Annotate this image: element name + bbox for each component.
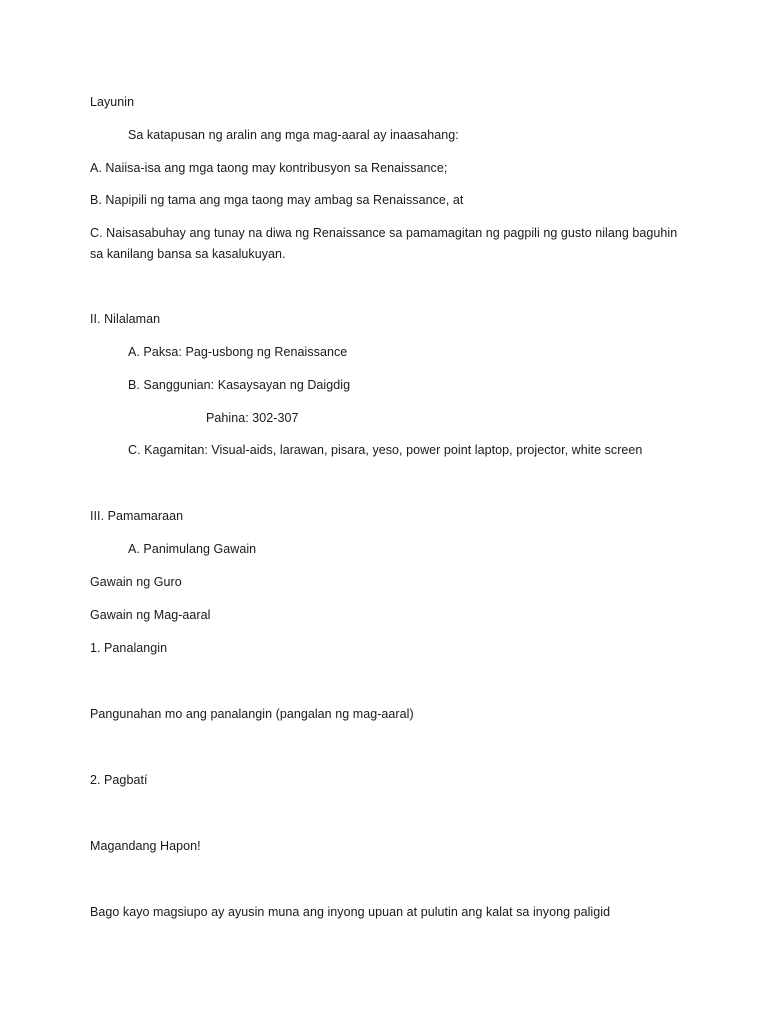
panalangin-text: Pangunahan mo ang panalangin (pangalan ng mag-aaral) <box>90 707 414 721</box>
sanggunian: B. Sanggunian: Kasaysayan ng Daigdig <box>128 378 351 392</box>
objective-a: A. Naiisa-isa ang mga taong may kontribusyon sa Renaissance; <box>90 161 448 175</box>
kagamitan: C. Kagamitan: Visual-aids, larawan, pisara, yeso, power point laptop, projector, white screen <box>128 443 643 457</box>
heading-pamamaraan: III. Pamamaraan <box>90 509 184 523</box>
objective-c: C. Naisasabuhay ang tunay na diwa ng Renaissance sa pamamagitan ng pagpili ng gusto nilang baguhin sa kanilang bansa sa kasalukuyan. <box>90 226 678 261</box>
panalangin-heading: 1. Panalangin <box>90 641 168 655</box>
gawain-mag-aaral: Gawain ng Mag-aaral <box>90 608 211 622</box>
paksa: A. Paksa: Pag-usbong ng Renaissance <box>128 345 348 359</box>
pagbati-text: Magandang Hapon! <box>90 839 201 853</box>
pahina: Pahina: 302-307 <box>206 411 299 425</box>
heading-layunin: Layunin <box>90 95 135 109</box>
panimulang-gawain: A. Panimulang Gawain <box>128 542 257 556</box>
pagbati-heading: 2. Pagbatí <box>90 773 148 787</box>
gawain-guro: Gawain ng Guro <box>90 575 182 589</box>
objective-b: B. Napipili ng tama ang mga taong may ambag sa Renaissance, at <box>90 193 464 207</box>
intro-text: Sa katapusan ng aralin ang mga mag-aaral ay inaasahang: <box>128 128 459 142</box>
bago-text: Bago kayo magsiupo ay ayusin muna ang inyong upuan at pulutin ang kalat sa inyong paligid <box>90 905 611 919</box>
heading-nilalaman: II. Nilalaman <box>90 312 161 326</box>
